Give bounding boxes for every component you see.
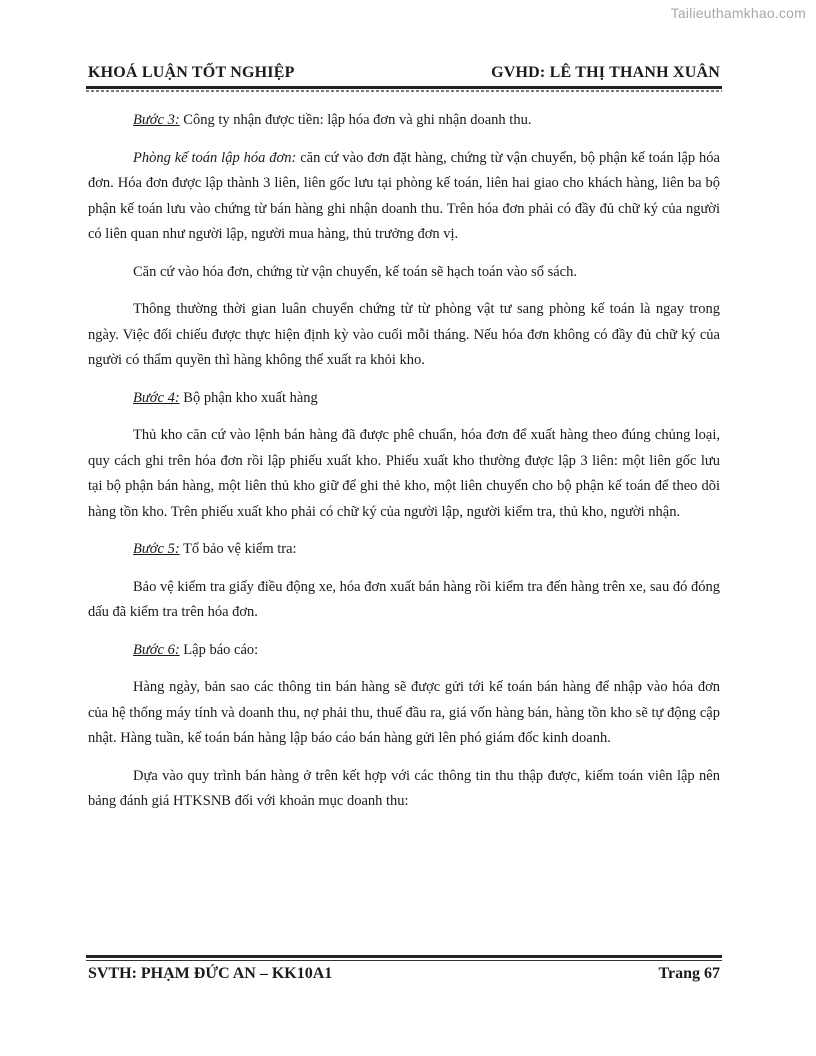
paragraph-text: Công ty nhận được tiền: lập hóa đơn và ghi nhận doanh thu. [179, 112, 532, 128]
paragraph-step-4 [88, 386, 720, 412]
paragraph-reporting: Hàng ngày, bản sao các thông tin bán hàng sẽ được gửi tới kế toán bán hàng để nhập vào hóa đơn của hệ thống máy tính và doanh thu, nợ phải thu, thuế đầu ra, giá vốn hàng bán, hàng tồn kho sẽ tự động cập nhật. Hàng tuần, kế toán bán hàng lập báo cáo bán hàng gửi lên phó giám đốc kinh doanh. [88, 679, 720, 746]
paragraph-text: căn cứ vào đơn đặt hàng, chứng từ vận chuyển, bộ phận kế toán lập hóa đơn. Hóa đơn được lập thành 3 liên, liên gốc lưu tại phòng kế toán, liên hai giao cho khách hàng, liên ba bộ phận kế toán lưu vào chứng từ bán hàng ghi nhận doanh thu. Trên hóa đơn phải có đầy đủ chữ ký của người có liên quan như người lập, người mua hàng, thủ trưởng đơn vị. [88, 149, 720, 242]
paragraph-invoice [88, 146, 720, 248]
page-number: Trang 67 [658, 965, 720, 982]
page-header [88, 64, 720, 82]
page-body [88, 108, 720, 827]
watermark-text: Tailieuthamkhao.com [670, 5, 806, 21]
step-label: Bước 4: [133, 389, 180, 406]
paragraph-text: Lập báo cáo: [179, 641, 259, 658]
header-rule-dotted [86, 90, 722, 92]
page-footer [88, 965, 720, 983]
paragraph-document-flow: Thông thường thời gian luân chuyển chứng từ từ phòng vật tư sang phòng kế toán là ngay trong ngày. Việc đối chiếu được thực hiện định kỳ vào cuối mỗi tháng. Nếu hóa đơn không có đầy đủ chữ ký của người có thẩm quyền thì hàng không thể xuất ra khỏi kho. [88, 301, 720, 368]
paragraph-conclusion: Dựa vào quy trình bán hàng ở trên kết hợp với các thông tin thu thập được, kiểm toán viên lập nên bảng đánh giá HTKSNB đối với khoản mục doanh thu: [88, 767, 720, 809]
paragraph-step-5 [88, 537, 720, 563]
footer-rule-thin [86, 960, 722, 961]
paragraph-accounting: Căn cứ vào hóa đơn, chứng từ vận chuyển, kế toán sẽ hạch toán vào sổ sách. [133, 263, 577, 280]
student-name: SVTH: PHẠM ĐỨC AN – KK10A1 [88, 965, 333, 982]
paragraph-text: Tổ bảo vệ kiểm tra: [179, 541, 297, 557]
paragraph-step-3 [88, 108, 720, 134]
step-label: Bước 5: [133, 541, 180, 557]
paragraph-warehouse: Thủ kho căn cứ vào lệnh bán hàng đã được phê chuẩn, hóa đơn để xuất hàng theo đúng chủng loại, quy cách ghi trên hóa đơn rồi lập phiếu xuất kho. Phiếu xuất kho thường được lập 3 liên: một liên gốc lưu tại bộ phận bán hàng, một liên thủ kho giữ để ghi thẻ kho, một liên chuyển cho bộ phận kế toán để theo dõi hàng tồn kho. Trên phiếu xuất kho phải có chữ ký của người lập, người kiểm tra, thủ kho, người nhận. [88, 427, 720, 520]
paragraph-security-check: Bảo vệ kiểm tra giấy điều động xe, hóa đơn xuất bán hàng rồi kiểm tra đến hàng trên xe, sau đó đóng dấu đã kiểm tra trên hóa đơn. [88, 578, 720, 620]
italic-lead: Phòng kế toán lập hóa đơn: [133, 149, 297, 166]
footer-rule [86, 955, 722, 958]
supervisor-name: GVHD: LÊ THỊ THANH XUÂN [491, 64, 720, 81]
paragraph-text: Bộ phận kho xuất hàng [179, 389, 318, 406]
header-rule [86, 86, 722, 89]
paragraph-step-6 [88, 638, 720, 664]
step-label: Bước 6: [133, 641, 180, 658]
step-label: Bước 3: [133, 112, 180, 128]
thesis-title: KHOÁ LUẬN TỐT NGHIỆP [88, 64, 295, 81]
